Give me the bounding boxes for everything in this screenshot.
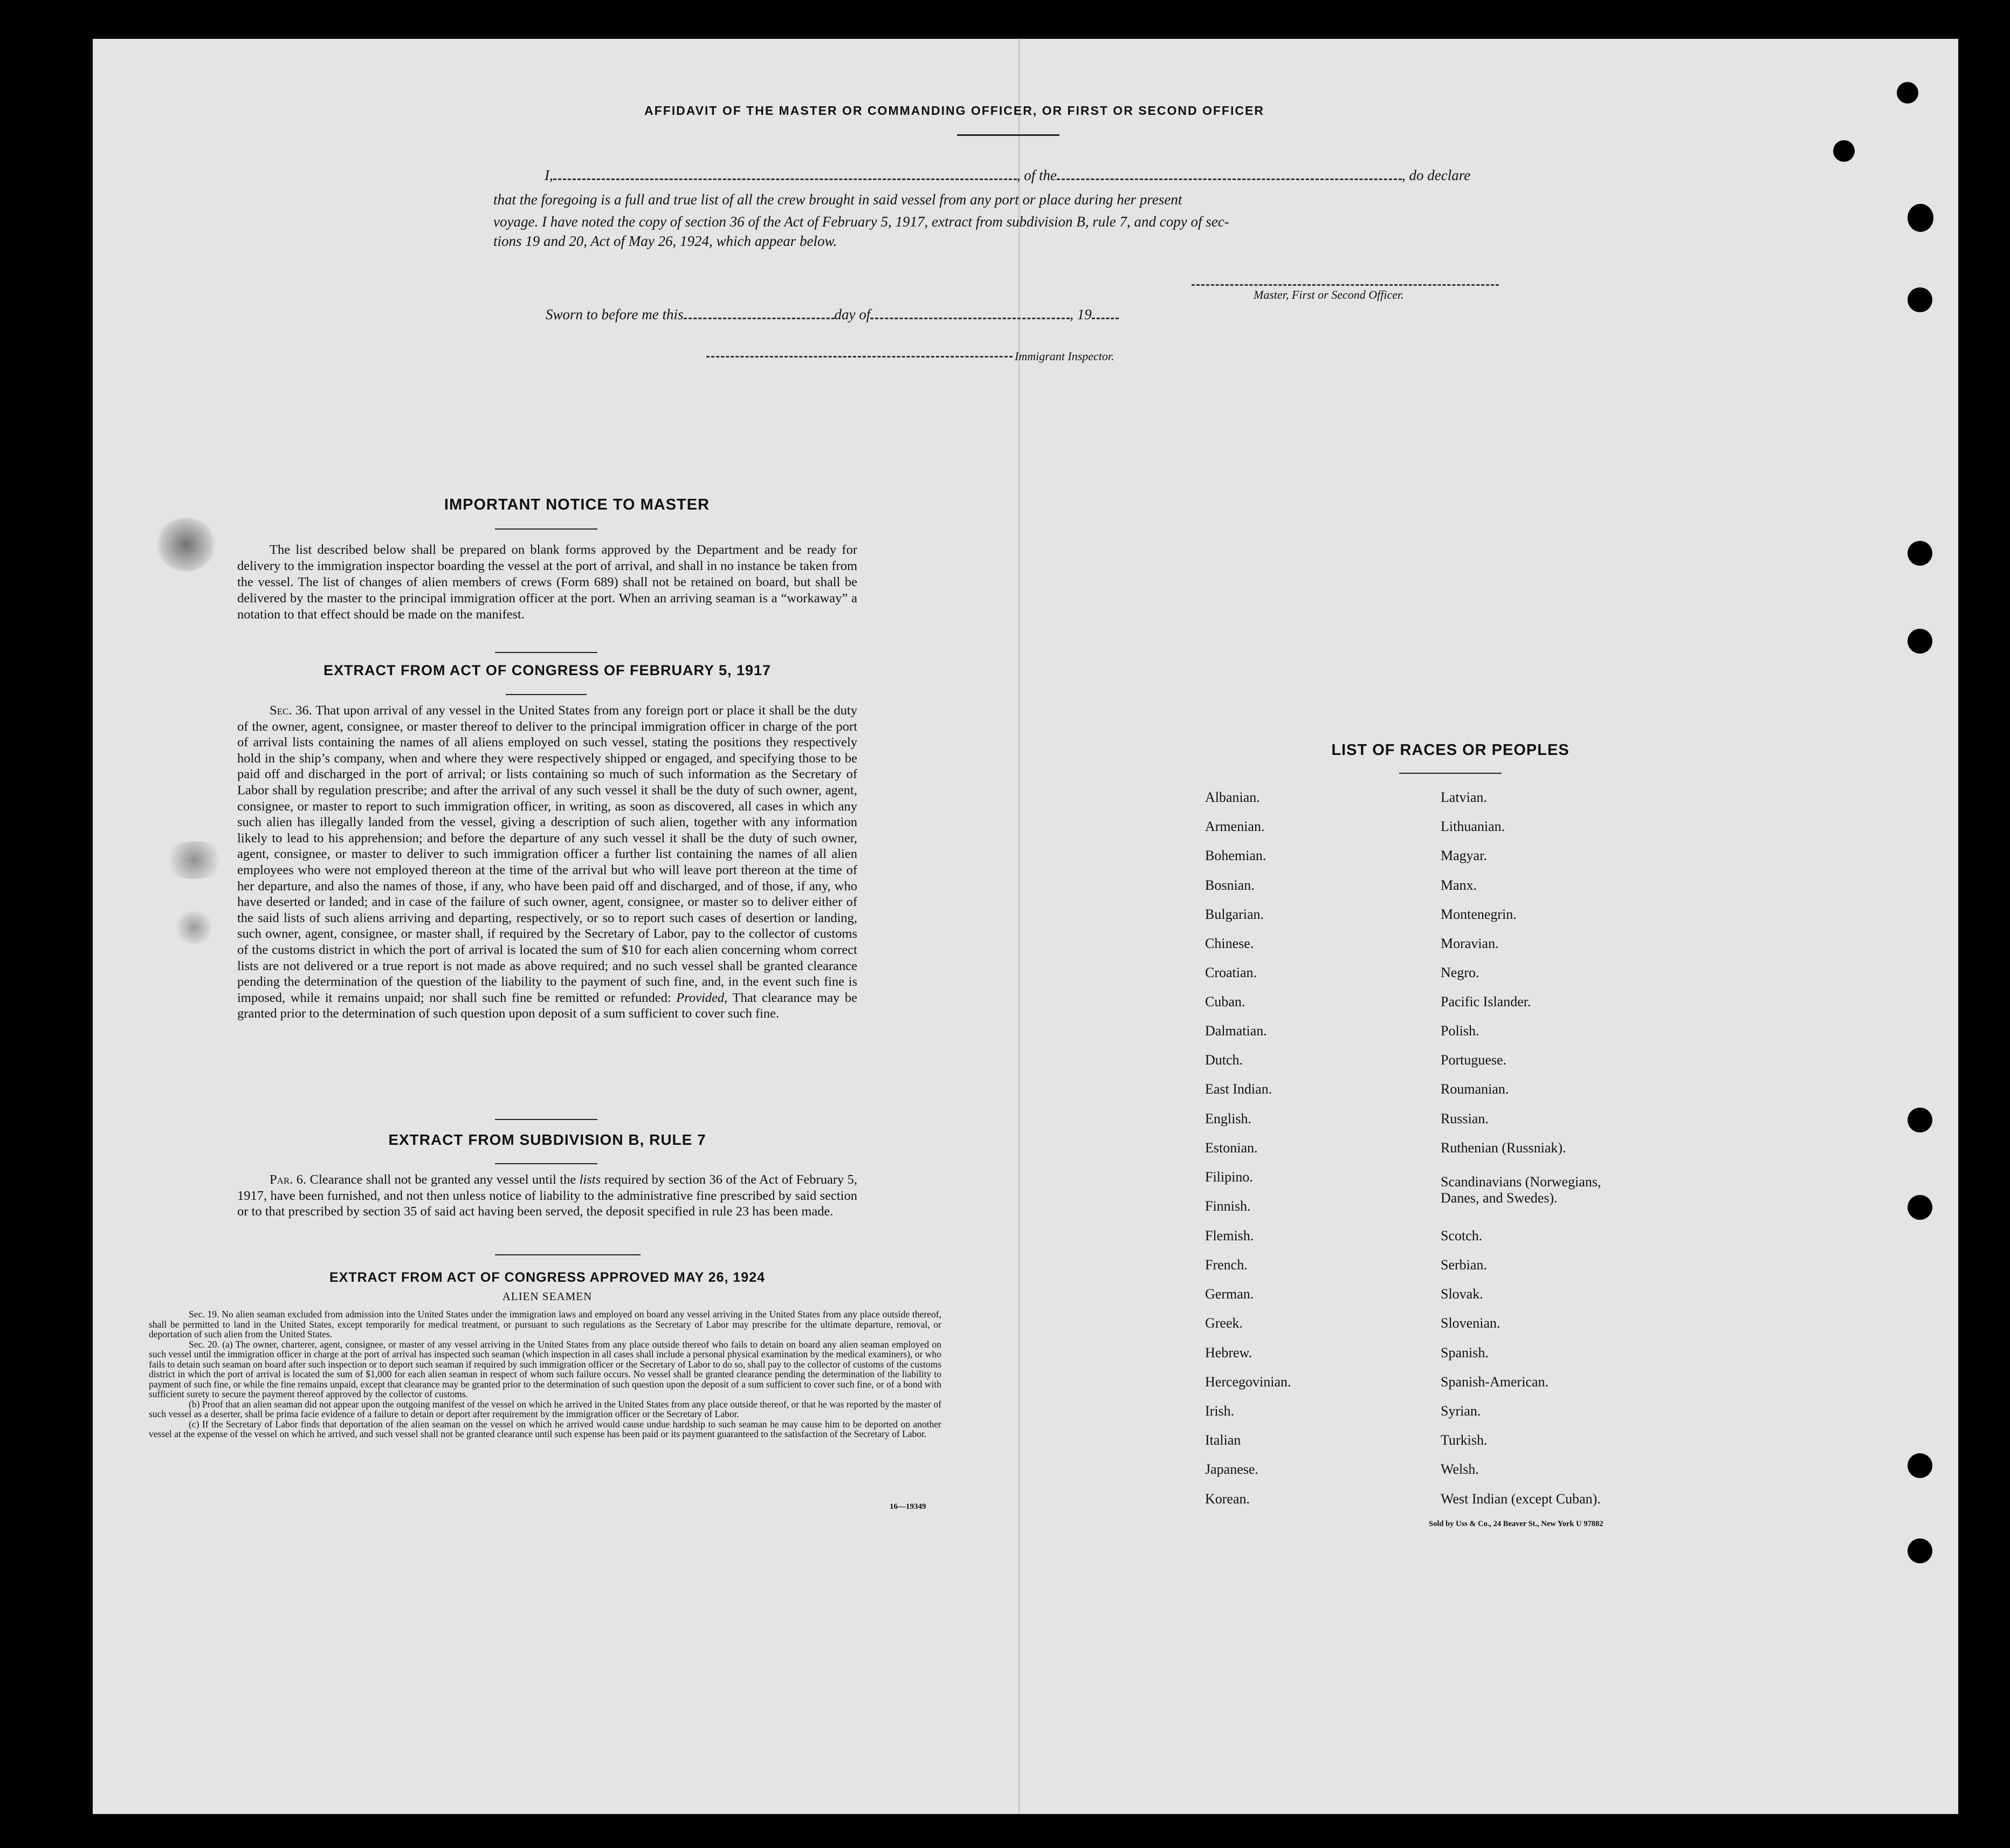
sec-36-text-a: That upon arrival of any vessel in the United States from any foreign port or place it shall be the duty of the owner, agent, consignee, or master thereof to deliver to the principal immigration officer in charge of the port of arrival lists containing the names of all aliens employed on such vessel, stating the positions they respectively hold in the ship’s company, when and where they were respectively shipped or engaged, and specifying those to be paid off and discharged in the port of arrival; or lists containing so much of such information as the Secretary of Labor shall by regulation prescribe; and after the arrival of any such vessel it shall be the duty of such owner, agent, consignee, or master to report to such immigration officer, in writing, as soon as discovered, all cases in which any such alien has illegally landed from the vessel, giving a description of such alien, together with any information likely to lead to his apprehension; and before the departure of any such vessel it shall be the duty of such owner, agent, consignee, or master to deliver to such immigration officer a further list containing the names of all alien employees who were not employed thereon at the time of the arrival but who will leave port thereon at the time of her departure, and also the names of those, if any, who have been paid off and discharged, and of those, if any, who have deserted or landed; and in case of the failure of such owner, agent, consignee, or master so to deliver either of the said lists of such aliens arriving and departing, respectively, or so to report such cases of desertion or landing, such owner, agent, consignee, or master shall, if required by the Secretary of Labor, pay to the collector of customs of the customs district in which the port of arrival is located the sum of $10 for each alien concerning whom correct lists are not delivered or a true report is not made as above required; and no such vessel shall be granted clearance pending the determination of the question of the liability to the payment of such fine, and, in the event such fine is imposed, while it remains unpaid; nor shall such fine be remitted or refunded:	[237, 703, 857, 1005]
race-item: Irish.	[1205, 1403, 1235, 1419]
sec-36-text-b: That clearance may be granted prior to the determination of such question upon deposit of a sum sufficient to cover such fine.	[237, 990, 858, 1021]
affidavit-line-1	[545, 167, 1531, 184]
race-item: Slovenian.	[1441, 1315, 1500, 1331]
punch-hole	[1908, 204, 1933, 232]
sworn-month-blank[interactable]	[870, 318, 1070, 319]
punch-hole	[1908, 1453, 1932, 1478]
sworn-line	[546, 306, 1119, 323]
sworn-label: Sworn to before me this	[546, 306, 684, 322]
race-item: Bohemian.	[1205, 848, 1266, 863]
year-label: , 19	[1070, 306, 1092, 322]
race-item: Spanish-American.	[1441, 1374, 1549, 1390]
master-signature-blank[interactable]	[1192, 284, 1499, 286]
affidavit-line-4: tions 19 and 20, Act of May 26, 1924, which appear below.	[493, 233, 837, 249]
printer-credit: Sold by Uss & Co., 24 Beaver St., New York U 97882	[1429, 1520, 1603, 1528]
page-fold	[1018, 39, 1020, 1814]
race-item: Italian	[1205, 1432, 1241, 1448]
rule-7-par-6	[237, 1172, 857, 1220]
act-1924-sec-20b: (b) Proof that an alien seaman did not appear upon the outgoing manifest of the vessel on which he arrived in the United States from any place outside thereof, or that he was reported by the master of such vessel as a deserter, shall be prima facie evidence of a failure to detain or deport after requirement by the immigration officer or the Secretary of Labor.	[149, 1398, 941, 1419]
section-divider	[495, 652, 597, 653]
sec-36-label: Sec. 36.	[270, 703, 312, 718]
punch-hole	[1908, 1538, 1932, 1563]
act-1924-sec-20c: (c) If the Secretary of Labor finds that deportation of the alien seaman on the vessel on which he arrived would cause undue hardship to such seaman he may cause him to be deported on another vessel at the expense of the vessel on which he arrived, and such vessel shall not be granted clearance until such expense has been paid or its payment guaranteed to the satisfaction of the Secretary of Labor.	[149, 1418, 941, 1439]
race-item: Montenegrin.	[1441, 906, 1517, 922]
declare-label: , do declare	[1402, 167, 1471, 183]
race-item: Portuguese.	[1441, 1052, 1507, 1068]
par-6-text-b: required by section 36 of the Act of February 5, 1917, have been furnished, and not then unless notice of liability to the administrative fine prescribed by said section or to that prescribed by section 35 of said act having been served, the deposit specified in rule 23 has been made.	[237, 1172, 858, 1219]
inspector-label: Immigrant Inspector.	[1015, 349, 1114, 363]
race-item: Finnish.	[1205, 1198, 1251, 1214]
punch-hole	[1897, 82, 1918, 104]
act-1924-subtitle: ALIEN SEAMEN	[502, 1290, 593, 1303]
punch-hole	[1908, 629, 1932, 654]
race-item: Latvian.	[1441, 789, 1487, 805]
title-underline	[957, 134, 1059, 136]
race-item: Polish.	[1441, 1023, 1479, 1039]
race-item: Slovak.	[1441, 1286, 1483, 1302]
race-item: Serbian.	[1441, 1257, 1487, 1273]
race-item: Manx.	[1441, 877, 1477, 893]
notice-title: IMPORTANT NOTICE TO MASTER	[444, 496, 710, 513]
act-1924-title: EXTRACT FROM ACT OF CONGRESS APPROVED MAY 26, 1924	[329, 1270, 766, 1285]
form-number: 16—19349	[890, 1502, 926, 1511]
race-item: Armenian.	[1205, 819, 1265, 834]
race-item: Lithuanian.	[1441, 819, 1505, 834]
race-item: East Indian.	[1205, 1081, 1272, 1097]
race-item: Albanian.	[1205, 789, 1260, 805]
affidavit-title: AFFIDAVIT OF THE MASTER OR COMMANDING OFFICER, OR FIRST OR SECOND OFFICER	[644, 104, 1264, 118]
race-item: Hebrew.	[1205, 1345, 1252, 1361]
affidavit-line-2: that the foregoing is a full and true list of all the crew brought in said vessel from any port or place during her present	[493, 191, 1182, 208]
inspector-signature-blank[interactable]	[706, 356, 1013, 358]
race-item: Greek.	[1205, 1315, 1243, 1331]
race-item: Scotch.	[1441, 1228, 1483, 1244]
par-6-text-a: Clearance shall not be granted any vessel until the	[309, 1172, 576, 1187]
race-item: Flemish.	[1205, 1228, 1254, 1244]
punch-hole	[1908, 287, 1932, 312]
lists-word: lists	[579, 1172, 601, 1187]
race-item: Welsh.	[1441, 1461, 1479, 1477]
sworn-year-blank[interactable]	[1092, 318, 1119, 319]
races-title: LIST OF RACES OR PEOPLES	[1331, 741, 1570, 759]
notice-underline	[495, 528, 597, 530]
act-1917-sec-36	[237, 703, 857, 1022]
ink-smudge	[156, 518, 216, 572]
section-divider	[495, 1119, 597, 1120]
ink-smudge	[173, 911, 216, 944]
master-signature-label: Master, First or Second Officer.	[1254, 288, 1404, 301]
notice-text: The list described below shall be prepared on blank forms approved by the Department and be ready for delivery to the immigration inspector boarding the vessel at the port of arrival, and shall in no instance be taken from the vessel. The list of changes of alien members of crews (Form 689) shall not be retained on board, but shall be delivered by the master to the principal immigration officer at the port. When an arriving seaman is a “workaway” a notation to that effect should be made on the manifest.	[237, 542, 857, 622]
race-item: Bosnian.	[1205, 877, 1255, 893]
act-1924-body	[149, 1309, 941, 1439]
rule-7-title: EXTRACT FROM SUBDIVISION B, RULE 7	[388, 1131, 706, 1148]
affidavit-line-3: voyage. I have noted the copy of section 36 of the Act of February 5, 1917, extract from subdivision B, rule 7, and copy of sec-	[493, 214, 1229, 230]
race-item: Korean.	[1205, 1491, 1250, 1507]
race-item: Cuban.	[1205, 994, 1245, 1009]
punch-hole	[1908, 541, 1932, 566]
race-item: Dutch.	[1205, 1052, 1243, 1068]
race-item: Dalmatian.	[1205, 1023, 1267, 1039]
race-item: German.	[1205, 1286, 1254, 1302]
act-1924-sec-20a: Sec. 20. (a) The owner, charterer, agent, consignee, or master of any vessel arriving in the United States from any place outside thereof who fails to detain on board any alien seaman employed on such vessel until the immigration officer in charge at the port of arrival has inspected such seaman (which inspection in all cases shall include a personal physical examination by the medical examiners), or who fails to detain such seaman on board after such inspection or to deport such seaman if required by such immigration officer or the Secretary of Labor to do so, shall pay to the collector of customs of the customs district in which the port of arrival is located the sum of $1,000 for each alien seaman in respect of whom such failure occurs. No vessel shall be granted clearance pending the determination of the liability to payment of such fine, or while the fine remains unpaid, except that clearance may be granted prior to the determination of such question upon the deposit of a sum sufficient to cover such fine, or of a bond with sufficient surety to secure the payment thereof approved by the collector of customs.	[149, 1338, 941, 1399]
race-item: Turkish.	[1441, 1432, 1488, 1448]
race-item: Russian.	[1441, 1111, 1489, 1126]
section-divider	[495, 1254, 641, 1255]
day-of-label: day of	[834, 306, 871, 322]
punch-hole	[1908, 1108, 1932, 1132]
race-item: Japanese.	[1205, 1461, 1258, 1477]
act-1917-title: EXTRACT FROM ACT OF CONGRESS OF FEBRUARY 5, 1917	[323, 662, 772, 678]
punch-hole	[1908, 1195, 1932, 1220]
race-item: Hercegovinian.	[1205, 1374, 1291, 1390]
par-6-label: Par. 6.	[270, 1172, 307, 1187]
race-item: Chinese.	[1205, 936, 1254, 951]
race-item: Scandinavians (Norwegians, Danes, and Swedes).	[1441, 1174, 1601, 1206]
race-item: Syrian.	[1441, 1403, 1481, 1419]
vessel-blank[interactable]	[1057, 178, 1402, 180]
race-item: Croatian.	[1205, 965, 1257, 980]
sworn-date-blank[interactable]	[684, 318, 835, 319]
race-item: Magyar.	[1441, 848, 1487, 863]
race-item: Ruthenian (Russniak).	[1441, 1140, 1566, 1156]
race-item: Filipino.	[1205, 1169, 1253, 1185]
race-item: Negro.	[1441, 965, 1479, 980]
race-item: Bulgarian.	[1205, 906, 1264, 922]
race-item: Spanish.	[1441, 1345, 1489, 1361]
race-item: Estonian.	[1205, 1140, 1258, 1156]
of-the-label: , of the	[1016, 167, 1057, 183]
act-1917-underline	[506, 694, 587, 695]
rule-7-underline	[495, 1163, 597, 1164]
race-item: Moravian.	[1441, 936, 1499, 951]
race-item: French.	[1205, 1257, 1248, 1273]
races-underline	[1399, 773, 1502, 774]
punch-hole	[1833, 140, 1855, 162]
name-blank[interactable]	[553, 178, 1017, 180]
provided-word: Provided,	[676, 990, 728, 1005]
race-item: Pacific Islander.	[1441, 994, 1531, 1009]
race-item: West Indian (except Cuban).	[1441, 1491, 1601, 1507]
act-1924-sec-19: Sec. 19. No alien seaman excluded from admission into the United States under the immigration laws and employed on board any vessel arriving in the United States from any place outside thereof, shall be permitted to land in the United States, except temporarily for medical treatment, or pursuant to such regulations as the Secretary of Labor may prescribe for the ultimate departure, removal, or deportation of such alien from the United States.	[149, 1309, 941, 1339]
i-label: I,	[545, 167, 553, 183]
race-item: English.	[1205, 1111, 1251, 1126]
ink-smudge	[162, 841, 226, 879]
race-item: Roumanian.	[1441, 1081, 1509, 1097]
